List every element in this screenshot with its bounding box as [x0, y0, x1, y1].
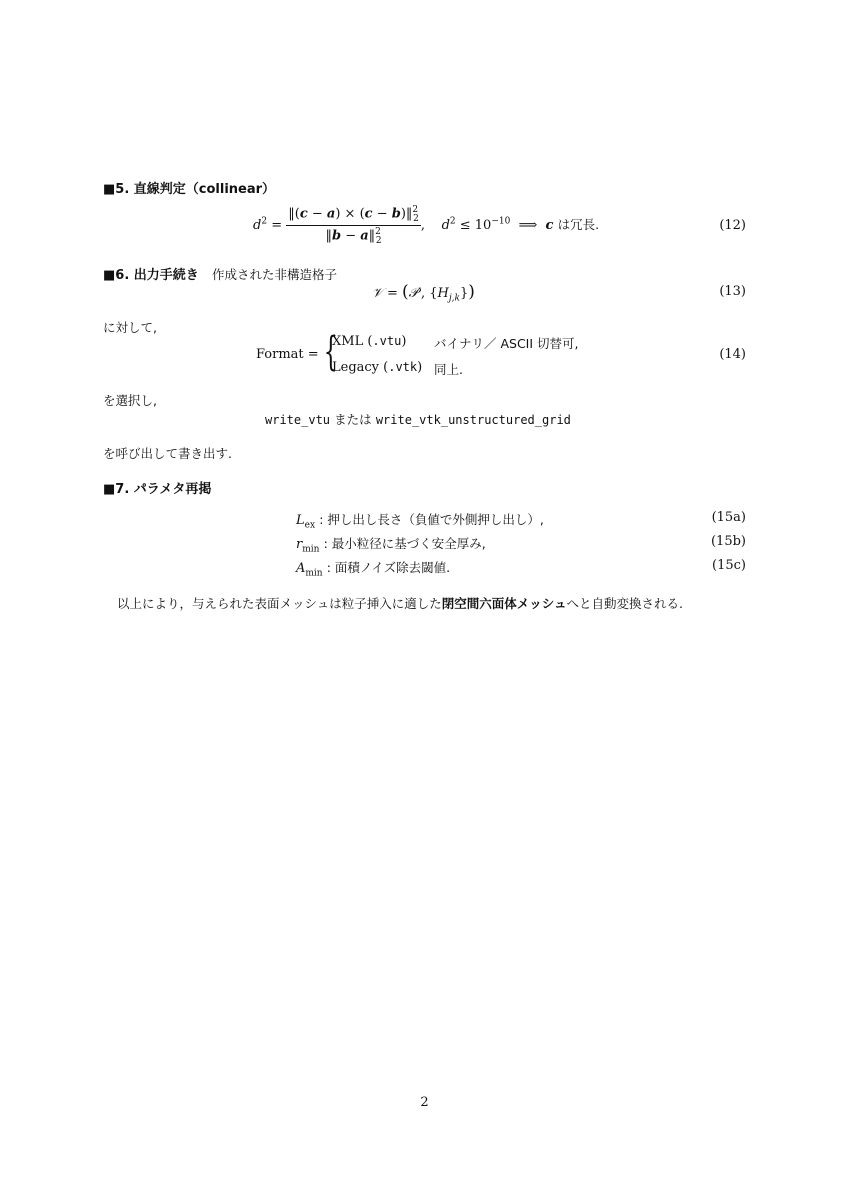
param-row: $A_{min}$ : 面積ノイズ除去閾値. (15c) [296, 558, 746, 579]
left-brace: { [323, 329, 338, 375]
section-5-heading: ■5. 直線判定（collinear） [103, 182, 276, 197]
page-number: 2 [420, 1095, 429, 1110]
conclusion-bold: 閉空間六面体メッシュ [441, 596, 567, 611]
text-call: を呼び出して書き出す. [103, 446, 232, 461]
param-row: $L_{ex}$ : 押し出し長さ（負値で外側押し出し）, (15a) [296, 510, 746, 531]
format-option-legacy-desc: 同上. [434, 362, 463, 377]
function-or: または [334, 412, 372, 427]
redundant-text: は冗長. [557, 216, 600, 232]
conclusion: 以上により，与えられた表面メッシュは粒子挿入に適した閉空間六面体メッシュへと自動変換される. [117, 596, 684, 611]
function-write-vtu: write_vtu [265, 413, 331, 427]
equation-13: 𝒱 = (𝒫′, $\{H_{j,k}\}$) [372, 282, 475, 304]
section-6-intro: 作成された非構造格子 [212, 267, 338, 282]
param-row: $r_{min}$ : 最小粒径に基づく安全厚み, (15b) [296, 534, 746, 555]
param-list [296, 510, 746, 582]
equation-number-15b: (15b) [710, 534, 746, 549]
function-names [265, 410, 571, 428]
text-for: に対して, [103, 320, 157, 335]
function-write-vtk: write_vtk_unstructured_grid [375, 413, 571, 427]
equation-number-15c: (15c) [712, 558, 746, 573]
equation-12: $d^2$ = $\frac{‖(c - a) \times (c - b)‖^2_2}{‖b - a‖^2_2}$ , $d^2 \le 10^{-10}$ ⟹ c は冗長. [253, 205, 600, 246]
collinear-fraction: $\frac{‖(c - a) \times (c - b)‖^2_2}{‖b - a‖^2_2}$ [288, 205, 419, 246]
format-option-xml: XML (.vtu) [332, 334, 407, 349]
equation-number-14: (14) [719, 347, 746, 362]
equation-number-13: (13) [719, 284, 746, 299]
section-6-heading: ■6. 出力手続き [103, 268, 199, 283]
format-option-xml-desc: バイナリ／ ASCII 切替可, [434, 336, 579, 351]
format-label: Format = [256, 347, 319, 362]
text-select: を選択し, [103, 393, 157, 408]
section-7-heading: ■7. パラメタ再掲 [103, 482, 212, 497]
equation-number-15a: (15a) [711, 510, 746, 525]
format-option-legacy: Legacy (.vtk) [332, 360, 423, 375]
equation-number-12: (12) [719, 218, 746, 233]
